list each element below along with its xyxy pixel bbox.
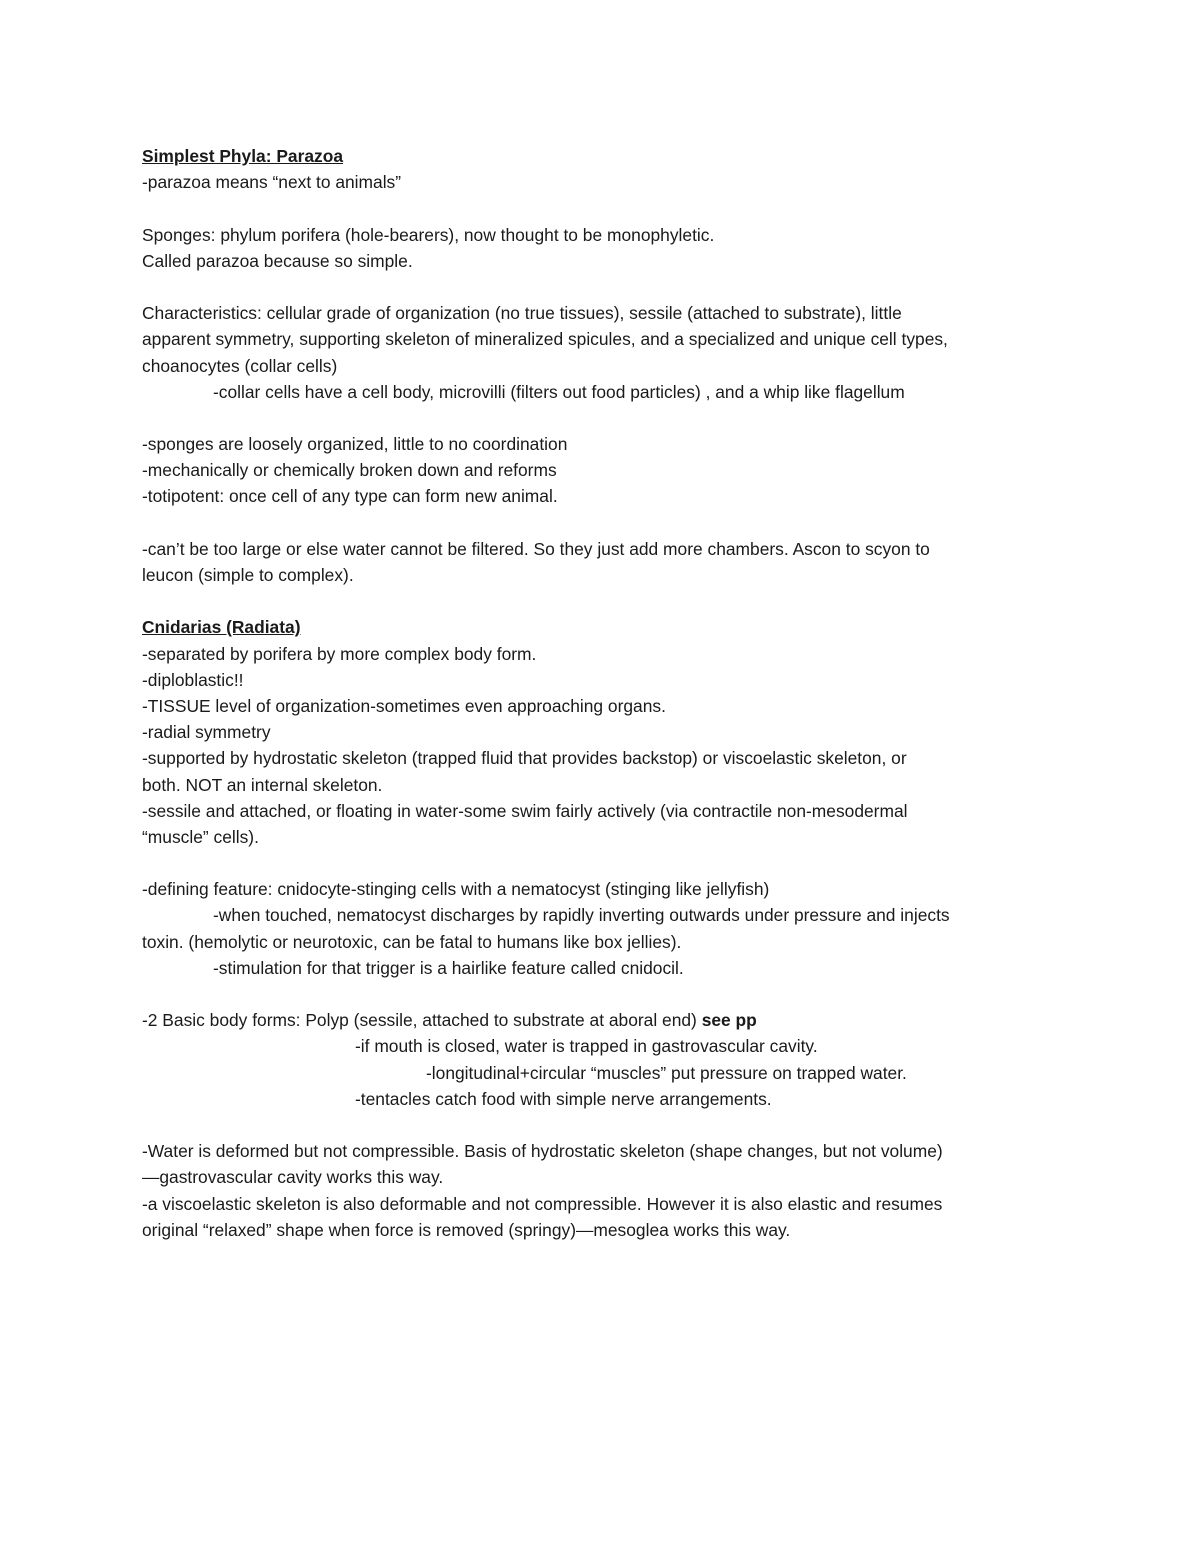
spacer: [142, 850, 1062, 876]
text-line: -parazoa means “next to animals”: [142, 172, 402, 193]
text-line: -totipotent: once cell of any type can form new animal.: [142, 486, 558, 507]
text-line-indented: -collar cells have a cell body, microvilli (filters out food particles) , and a whip like flagellum: [213, 381, 905, 402]
text-line: -diploblastic!!: [142, 669, 244, 690]
text-line: -supported by hydrostatic skeleton (trapped fluid that provides backstop) or viscoelastic skeleton, or: [142, 748, 907, 769]
spacer: [142, 981, 1062, 1007]
text-line: -mechanically or chemically broken down and reforms: [142, 460, 557, 481]
text-line: -TISSUE level of organization-sometimes even approaching organs.: [142, 695, 666, 716]
text-line: -separated by porifera by more complex body form.: [142, 643, 537, 664]
text-line: original “relaxed” shape when force is removed (springy)—mesoglea works this way.: [142, 1219, 791, 1240]
spacer: [142, 274, 1062, 300]
text-line-body-forms: [142, 1007, 1062, 1033]
text-line: -sponges are loosely organized, little to no coordination: [142, 434, 568, 455]
text-line: —gastrovascular cavity works this way.: [142, 1167, 444, 1188]
text-line: Characteristics: cellular grade of organization (no true tissues), sessile (attached to substrate), little: [142, 303, 902, 324]
text-line: Sponges: phylum porifera (hole-bearers), now thought to be monophyletic.: [142, 224, 715, 245]
text-line: both. NOT an internal skeleton.: [142, 774, 383, 795]
text-line: -sessile and attached, or floating in water-some swim fairly actively (via contractile non-mesodermal: [142, 800, 908, 821]
section-title-parazoa: Simplest Phyla: Parazoa: [142, 146, 344, 166]
text-line: choanocytes (collar cells): [142, 355, 338, 376]
spacer: [142, 1112, 1062, 1138]
section-title-cnidarias: Cnidarias (Radiata): [142, 617, 301, 638]
spacer: [142, 510, 1062, 536]
body-forms-text: -2 Basic body forms: Polyp (sessile, attached to substrate at aboral end): [142, 1010, 702, 1031]
text-line: “muscle” cells).: [142, 826, 259, 847]
text-line: -defining feature: cnidocyte-stinging cells with a nematocyst (stinging like jellyfish): [142, 879, 770, 900]
text-line-indented: -when touched, nematocyst discharges by rapidly inverting outwards under pressure and injects: [213, 905, 950, 926]
text-line-indented: -if mouth is closed, water is trapped in gastrovascular cavity.: [355, 1036, 818, 1057]
spacer: [142, 195, 1062, 221]
text-line: -radial symmetry: [142, 722, 271, 743]
see-pp-note: see pp: [701, 1010, 757, 1031]
text-line: Called parazoa because so simple.: [142, 250, 413, 271]
spacer: [142, 588, 1062, 614]
text-line: leucon (simple to complex).: [142, 565, 354, 585]
text-line-indented: -tentacles catch food with simple nerve arrangements.: [355, 1088, 772, 1109]
text-line: -can’t be too large or else water cannot be filtered. So they just add more chambers. Ascon to scyon to: [142, 538, 930, 559]
text-line-indented: -longitudinal+circular “muscles” put pressure on trapped water.: [426, 1062, 907, 1083]
document-body: [142, 143, 1062, 1243]
text-line: -Water is deformed but not compressible. Basis of hydrostatic skeleton (shape changes, but not volume): [142, 1141, 943, 1162]
text-line: -a viscoelastic skeleton is also deformable and not compressible. However it is also elastic and resumes: [142, 1193, 943, 1214]
text-line: apparent symmetry, supporting skeleton of mineralized spicules, and a specialized and unique cell types,: [142, 329, 948, 350]
text-line: toxin. (hemolytic or neurotoxic, can be fatal to humans like box jellies).: [142, 931, 682, 952]
text-line-indented: -stimulation for that trigger is a hairlike feature called cnidocil.: [213, 957, 684, 978]
spacer: [142, 405, 1062, 431]
